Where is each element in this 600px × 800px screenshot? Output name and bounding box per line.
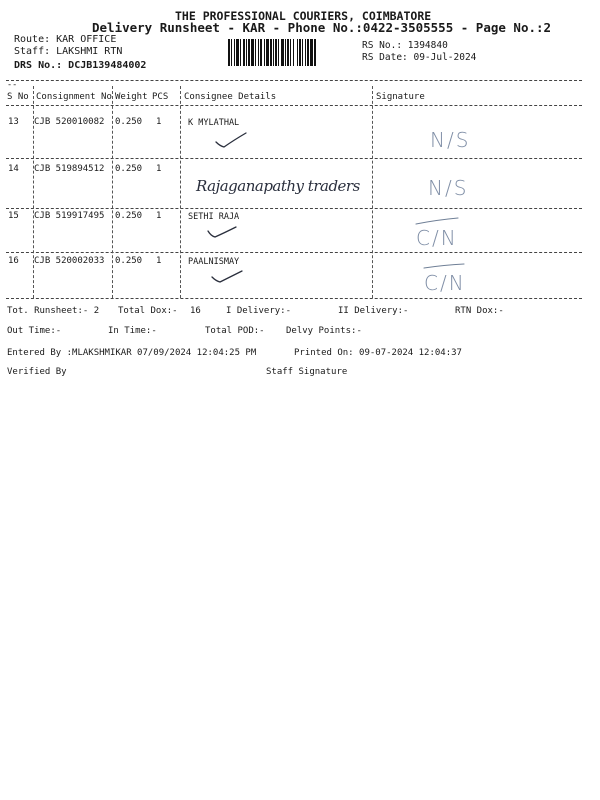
signature-mark: C/N [424,271,466,295]
col-header-sno: S No [7,92,29,102]
row-weight: 0.250 [115,164,143,174]
delvy-points: Delvy Points:- [286,326,362,336]
signature-mark: N/S [428,176,469,200]
row-consignee: SETHI RAJA [188,212,240,222]
row-divider [6,252,582,253]
total-dox-value: 16 [190,306,201,316]
staff-label: Staff: LAKSHMI RTN [14,46,123,57]
signature-mark: N/S [430,128,471,152]
row-weight: 0.250 [115,256,143,266]
row-sno: 13 [8,117,19,127]
barcode [228,39,356,66]
col-header-weight: Weight [115,92,148,102]
row-sno: 15 [8,211,19,221]
rs-date: RS Date: 09-Jul-2024 [362,52,477,63]
checkmark-icon [214,130,248,150]
row-pcs: 1 [156,256,162,266]
row-consignment: CJB 520010082 [34,117,105,127]
col-header-signature: Signature [376,92,425,102]
i-delivery: I Delivery:- [226,306,292,316]
column-divider [372,86,373,298]
total-pod: Total POD:- [205,326,265,336]
signature-mark: C/N [416,226,458,250]
handwritten-consignee: Rajaganapathy traders [196,177,360,195]
total-dox-label: Total Dox:- [118,306,178,316]
column-divider [180,86,181,298]
drs-number: DRS No.: DCJB139484002 [14,60,147,71]
row-consignment: CJB 519894512 [34,164,105,174]
route-label: Route: KAR OFFICE [14,34,117,45]
column-divider [112,86,113,298]
row-sno: 16 [8,256,19,266]
out-time: Out Time:- [7,326,62,336]
row-consignment: CJB 520002033 [34,256,105,266]
entered-by: Entered By :MLAKSHMIKAR 07/09/2024 12:04:25 PM [7,348,257,358]
verified-by: Verified By [7,367,67,377]
row-consignee: PAALNISMAY [188,257,240,267]
top-marker: -- [7,80,18,90]
col-header-pcs: PCS [152,92,169,102]
company-name: THE PROFESSIONAL COURIERS, COIMBATORE [175,9,432,23]
in-time: In Time:- [108,326,157,336]
row-pcs: 1 [156,211,162,221]
table-bottom-rule [6,298,582,299]
checkmark-icon [210,268,244,286]
runsheet-title: Delivery Runsheet - KAR - Phone No.:0422-3505555 - Page No.:2 [92,20,552,35]
row-weight: 0.250 [115,211,143,221]
rtn-dox: RTN Dox:- [455,306,504,316]
tot-runsheet: Tot. Runsheet:- 2 [7,306,100,316]
row-pcs: 1 [156,164,162,174]
rs-number: RS No.: 1394840 [362,40,448,51]
printed-on: Printed On: 09-07-2024 12:04:37 [294,348,462,358]
checkmark-icon [206,222,240,242]
row-consignee: K MYLATHAL [188,118,240,128]
table-top-rule [6,80,582,81]
row-divider [6,158,582,159]
col-header-consignment: Consignment No [36,92,112,102]
row-consignment: CJB 519917495 [34,211,105,221]
col-header-consignee: Consignee Details [184,92,277,102]
row-pcs: 1 [156,117,162,127]
staff-signature-label: Staff Signature [266,367,348,377]
row-weight: 0.250 [115,117,143,127]
row-divider [6,208,582,209]
row-sno: 14 [8,164,19,174]
header-bottom-rule [6,105,582,106]
ii-delivery: II Delivery:- [338,306,409,316]
